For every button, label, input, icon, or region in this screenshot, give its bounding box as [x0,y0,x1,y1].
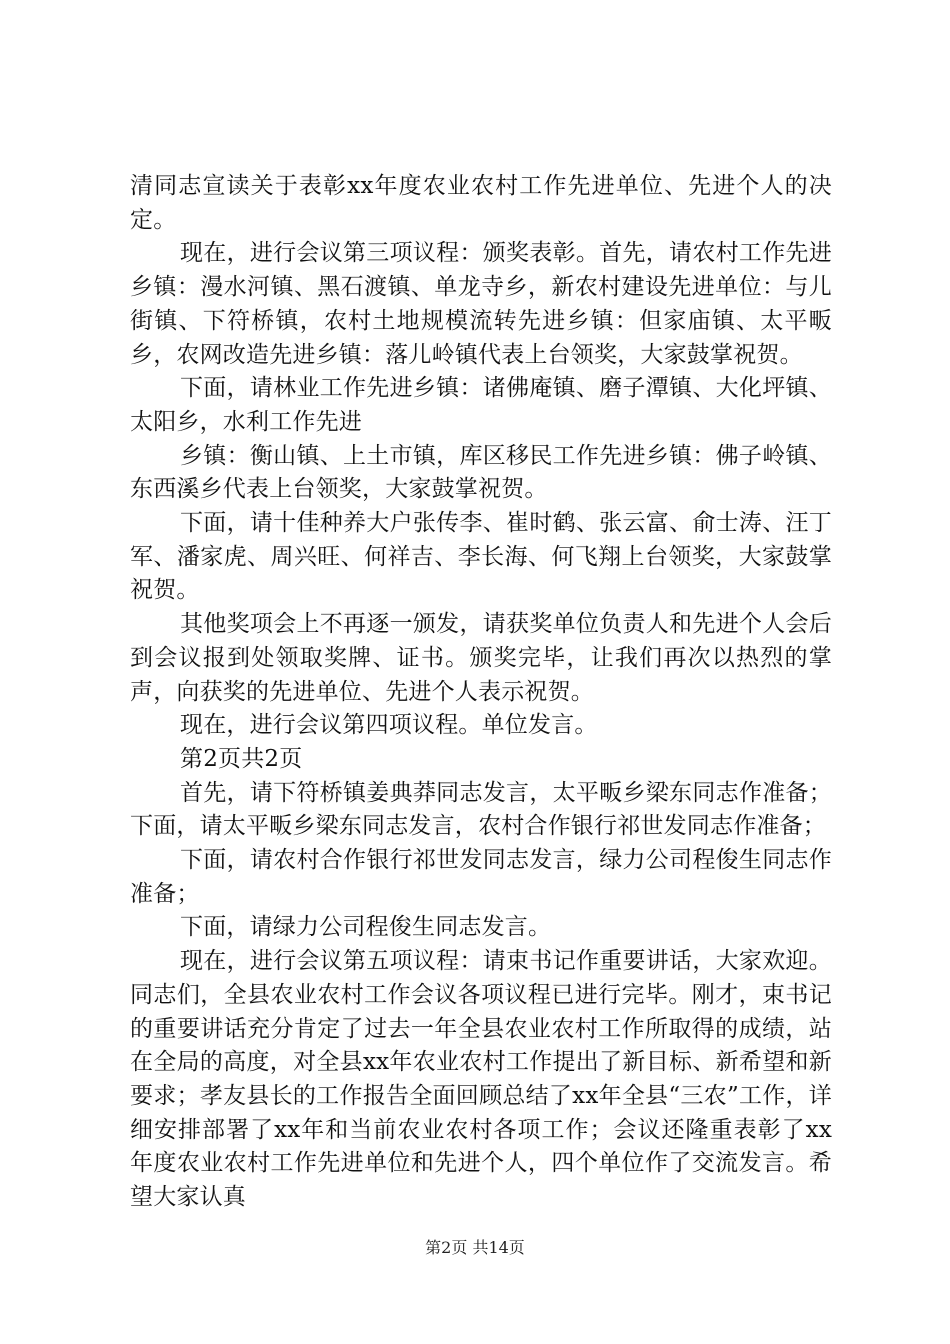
page-footer: 第2页 共14页 [425,1238,525,1257]
paragraph: 下面，请十佳种养大户张传李、崔时鹤、张云富、俞士涛、汪丁军、潘家虎、周兴旺、何祥吉、李长海、何飞翔上台领奖，大家鼓掌祝贺。 [130,510,832,604]
document-body [130,170,832,1215]
paragraph: 清同志宣读关于表彰xx年度农业农村工作先进单位、先进个人的决定。 [130,173,832,233]
paragraph: 首先，请下符桥镇姜典莽同志发言，太平畈乡梁东同志作准备；下面，请太平畈乡梁东同志发言，农村合作银行祁世发同志作准备； [130,779,832,840]
paragraph: 乡镇：衡山镇、上土市镇，库区移民工作先进乡镇：佛子岭镇、东西溪乡代表上台领奖，大家鼓掌祝贺。 [130,442,832,503]
inline-page-marker: 第2页共2页 [180,745,303,772]
paragraph: 下面，请农村合作银行祁世发同志发言，绿力公司程俊生同志作准备； [130,847,832,907]
paragraph: 现在，进行会议第三项议程：颁奖表彰。首先，请农村工作先进乡镇：漫水河镇、黑石渡镇、单龙寺乡，新农村建设先进单位：与儿街镇、下符桥镇，农村土地规模流转先进乡镇：但家庙镇、太平畈乡，农网改造先进乡镇：落儿岭镇代表上台领奖，大家鼓掌祝贺。 [130,240,832,368]
paragraph: 其他奖项会上不再逐一颁发，请获奖单位负责人和先进个人会后到会议报到处领取奖牌、证书。颁奖完毕，让我们再次以热烈的掌声，向获奖的先进单位、先进个人表示祝贺。 [130,611,832,705]
paragraph: 现在，进行会议第四项议程。单位发言。 [180,712,598,739]
paragraph: 下面，请林业工作先进乡镇：诸佛庵镇、磨子潭镇、大化坪镇、太阳乡，水利工作先进 [130,375,832,435]
paragraph: 现在，进行会议第五项议程：请束书记作重要讲话，大家欢迎。同志们，全县农业农村工作会议各项议程已进行完毕。刚才，束书记的重要讲话充分肯定了过去一年全县农业农村工作所取得的成绩，站在全局的高度，对全县xx年农业农村工作提出了新目标、新希望和新要求；孝友县长的工作报告全面回顾总结了xx年全县“三农”工作，详细安排部署了xx年和当前农业农村各项工作；会议还隆重表彰了xx年度农业农村工作先进单位和先进个人，四个单位作了交流发言。希望大家认真 [130,948,832,1211]
paragraph: 下面，请绿力公司程俊生同志发言。 [180,914,552,941]
